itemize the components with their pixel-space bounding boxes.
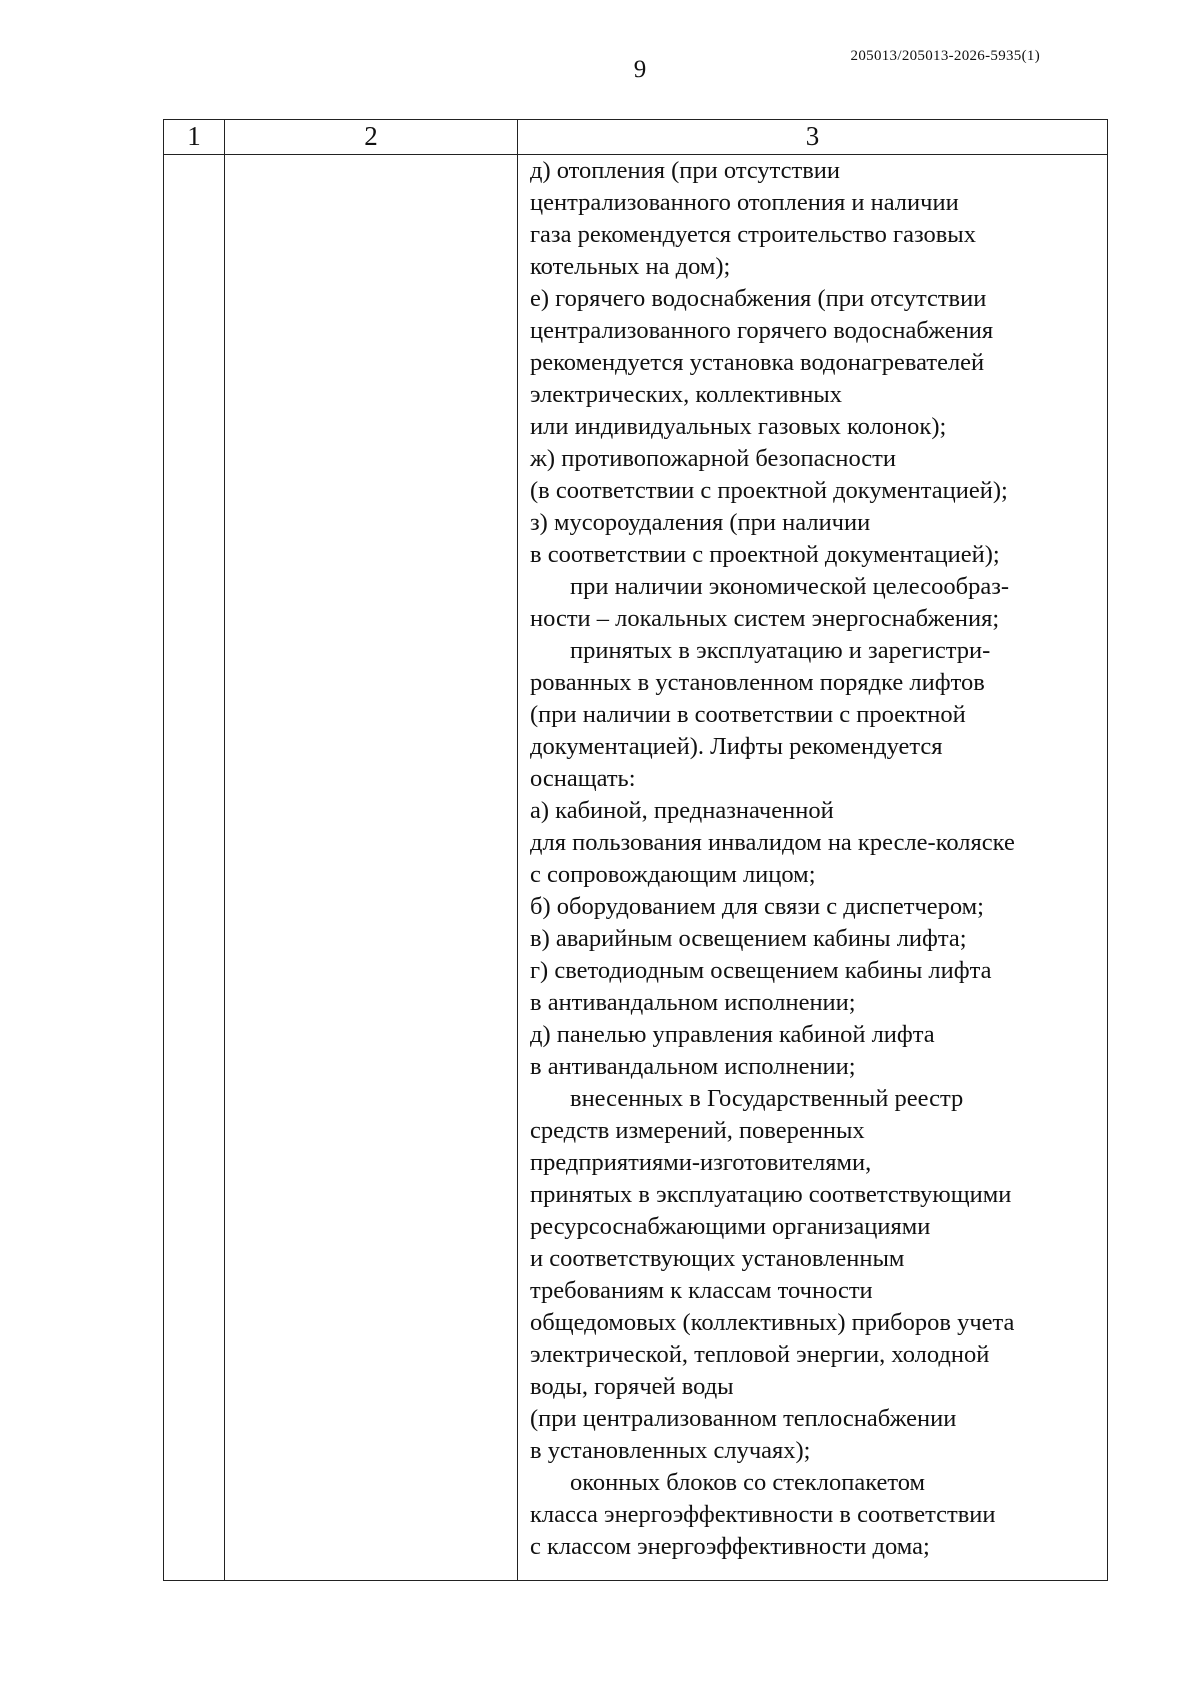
text-line: котельных на дом);	[530, 253, 731, 280]
text-line: в соответствии с проектной документацией);	[530, 541, 1000, 568]
text-line: д) панелью управления кабиной лифта	[530, 1021, 935, 1048]
column-header-3: 3	[518, 120, 1108, 155]
text-line: з) мусороудаления (при наличии	[530, 509, 871, 536]
text-line: принятых в эксплуатацию соответствующими	[530, 1181, 1012, 1208]
text-line: в антивандальном исполнении;	[530, 1053, 856, 1080]
text-line: оконных блоков со стеклопакетом	[570, 1469, 926, 1496]
text-line: в) аварийным освещением кабины лифта;	[530, 925, 967, 952]
text-line: внесенных в Государственный реестр	[570, 1085, 964, 1112]
text-line: ресурсоснабжающими организациями	[530, 1213, 931, 1240]
text-line: класса энергоэффективности в соответствии	[530, 1501, 996, 1528]
text-line: и соответствующих установленным	[530, 1245, 905, 1272]
text-line: газа рекомендуется строительство газовых	[530, 221, 977, 248]
text-line: рекомендуется установка водонагревателей	[530, 349, 985, 376]
column-3-cell	[518, 155, 1108, 1581]
column-2-cell	[225, 155, 518, 1581]
text-line: средств измерений, поверенных	[530, 1117, 865, 1144]
document-id: 205013/205013-2026-5935(1)	[850, 48, 1040, 64]
text-line: ж) противопожарной безопасности	[530, 445, 896, 472]
page-number: 9	[633, 56, 647, 83]
text-line: документацией). Лифты рекомендуется	[530, 733, 943, 760]
text-line: г) светодиодным освещением кабины лифта	[530, 957, 992, 984]
table-row	[164, 155, 1108, 1581]
text-line: (при наличии в соответствии с проектной	[530, 701, 966, 728]
text-line: электрической, тепловой энергии, холодной	[530, 1341, 990, 1368]
text-line: с сопровождающим лицом;	[530, 861, 816, 888]
text-line: централизованного горячего водоснабжения	[530, 317, 994, 344]
column-header-2: 2	[225, 120, 518, 155]
text-line: в антивандальном исполнении;	[530, 989, 856, 1016]
text-line: рованных в установленном порядке лифтов	[530, 669, 985, 696]
text-line: е) горячего водоснабжения (при отсутствии	[530, 285, 987, 312]
text-line: с классом энергоэффективности дома;	[530, 1533, 930, 1560]
column-header-1: 1	[164, 120, 225, 155]
table-header-row	[164, 120, 1108, 155]
text-line: оснащать:	[530, 765, 636, 792]
text-line: а) кабиной, предназначенной	[530, 797, 834, 824]
text-line: при наличии экономической целесообраз-	[570, 573, 1010, 600]
text-line: в установленных случаях);	[530, 1437, 811, 1464]
text-line: общедомовых (коллективных) приборов учета	[530, 1309, 1015, 1336]
text-line: воды, горячей воды	[530, 1373, 734, 1400]
text-line: (в соответствии с проектной документацией);	[530, 477, 1008, 504]
text-line: д) отопления (при отсутствии	[530, 157, 841, 184]
text-line: принятых в эксплуатацию и зарегистри-	[570, 637, 991, 664]
text-line: электрических, коллективных	[530, 381, 843, 408]
text-line: требованиям к классам точности	[530, 1277, 873, 1304]
text-line: централизованного отопления и наличии	[530, 189, 959, 216]
text-line: предприятиями-изготовителями,	[530, 1149, 872, 1176]
column-1-cell	[164, 155, 225, 1581]
text-line: (при централизованном теплоснабжении	[530, 1405, 957, 1432]
text-line: б) оборудованием для связи с диспетчером;	[530, 893, 984, 920]
content-table	[163, 119, 1108, 1581]
text-line: ности – локальных систем энергоснабжения;	[530, 605, 1000, 632]
text-line: для пользования инвалидом на кресле-коляске	[530, 829, 1015, 856]
text-line: или индивидуальных газовых колонок);	[530, 413, 947, 440]
